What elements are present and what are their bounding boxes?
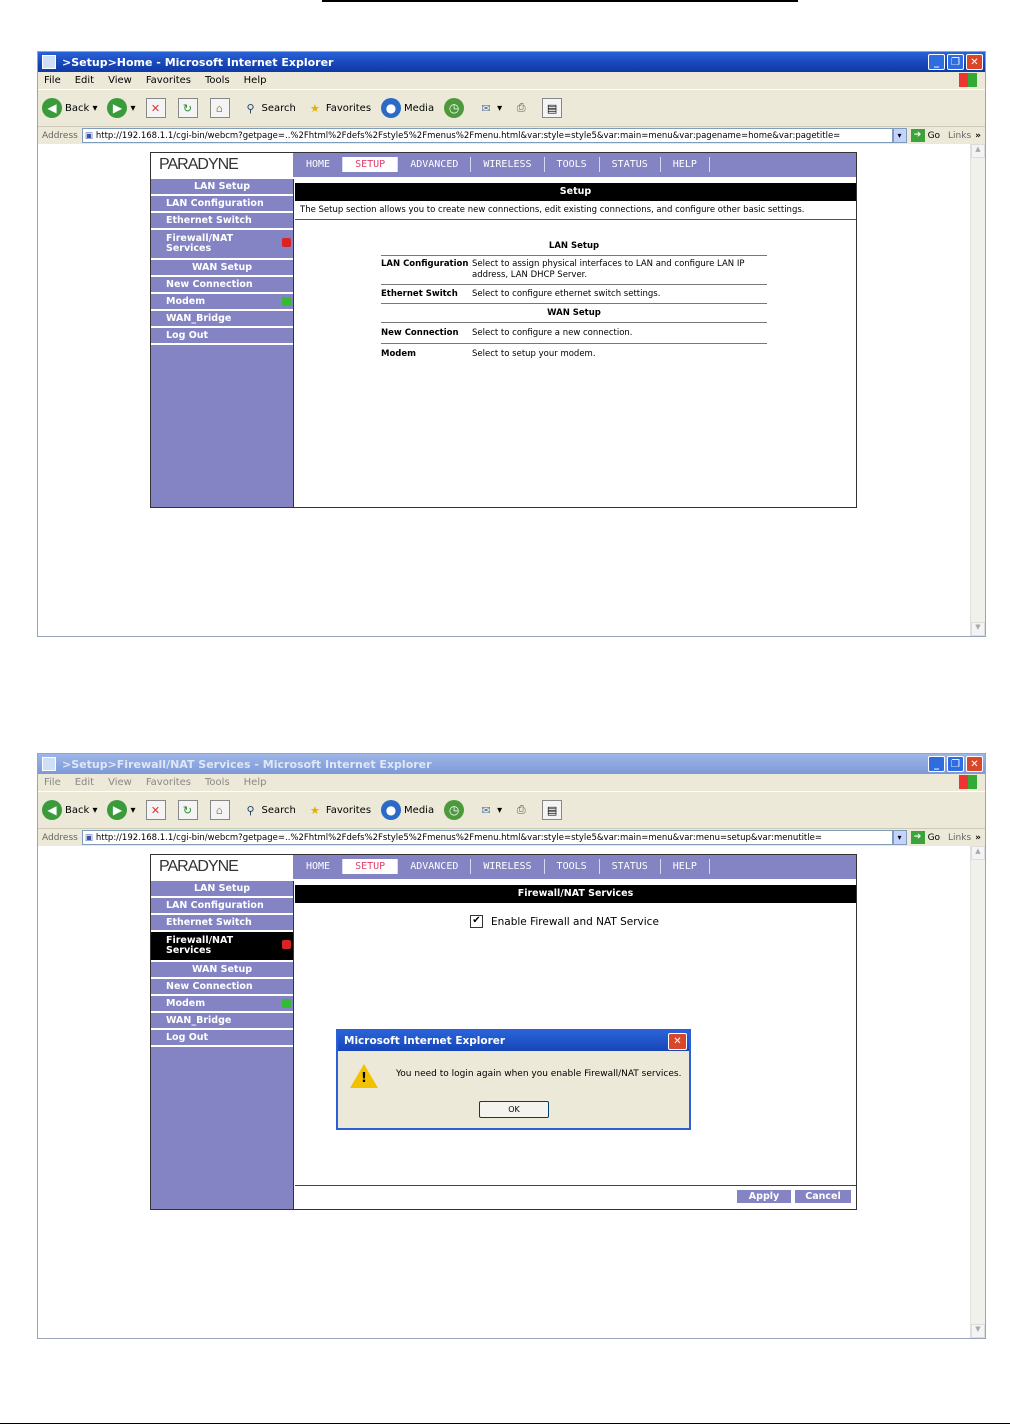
forward-arrow-icon: ▶	[107, 98, 127, 118]
row-desc: Select to setup your modem.	[472, 349, 596, 359]
paradyne-logo: PARADYNE	[151, 153, 293, 177]
warning-exclamation-icon: !	[361, 1071, 367, 1086]
forward-button[interactable]: ▶ ▾	[107, 800, 135, 820]
toolbar	[38, 89, 985, 126]
sidebar-item-label: Modem	[166, 296, 206, 307]
ie-window-home	[37, 51, 986, 637]
go-button[interactable]	[911, 831, 940, 844]
row-term[interactable]: New Connection	[381, 328, 459, 338]
title-bar	[38, 754, 985, 774]
address-bar	[38, 828, 985, 847]
mail-icon: ✉	[481, 803, 491, 817]
history-icon: ◷	[444, 98, 464, 118]
media-label: Media	[404, 804, 435, 816]
ie-window-firewall	[37, 753, 986, 1339]
history-icon: ◷	[444, 800, 464, 820]
search-icon: ⚲	[246, 803, 255, 817]
mail-icon: ✉	[481, 101, 491, 115]
dialog-message: You need to login again when you enable Firewall/NAT services.	[396, 1069, 682, 1079]
address-bar	[38, 126, 985, 145]
bottom-rule	[0, 1423, 1010, 1424]
home-button[interactable]	[210, 800, 232, 820]
chevron-right-icon[interactable]: »	[975, 832, 981, 843]
wan-setup-heading: WAN Setup	[381, 304, 767, 323]
address-label: Address	[42, 832, 78, 843]
links-label[interactable]: Links	[948, 832, 972, 843]
tab-tools[interactable]: TOOLS	[545, 157, 600, 172]
tab-status[interactable]: STATUS	[600, 859, 661, 874]
sidebar-item-modem[interactable]	[151, 996, 293, 1013]
media-icon: ●	[381, 800, 401, 820]
minimize-icon[interactable]: _	[928, 756, 945, 772]
tab-help[interactable]: HELP	[661, 859, 710, 874]
refresh-button[interactable]	[178, 98, 200, 118]
search-icon: ⚲	[246, 101, 255, 115]
print-button[interactable]	[512, 99, 532, 117]
chevron-right-icon[interactable]: »	[975, 130, 981, 141]
menu-tools[interactable]: Tools	[205, 777, 230, 788]
menu-edit[interactable]: Edit	[74, 75, 95, 86]
row-term[interactable]: Modem	[381, 349, 417, 359]
sidebar-item-new-connection[interactable]: New Connection	[151, 979, 293, 996]
maximize-icon[interactable]: ❐	[947, 54, 964, 70]
menu-bar	[38, 774, 985, 791]
ie-page-icon	[42, 55, 56, 69]
sidebar-item-lan-configuration[interactable]: LAN Configuration	[151, 196, 293, 213]
print-icon: ⎙	[516, 101, 526, 114]
scroll-down-icon[interactable]: ▼	[971, 1324, 985, 1338]
sidebar	[151, 881, 294, 1209]
edit-page-icon: ▤	[542, 98, 562, 118]
history-button[interactable]	[444, 98, 467, 118]
favorites-star-icon: ★	[309, 101, 320, 115]
search-label: Search	[261, 102, 296, 114]
address-dropdown-icon[interactable]: ▾	[893, 830, 907, 845]
media-button[interactable]	[381, 98, 434, 118]
modem-status-green-icon	[282, 999, 291, 1008]
dialog-close-icon[interactable]: ✕	[668, 1033, 687, 1050]
menu-help[interactable]: Help	[243, 75, 267, 86]
scroll-up-icon[interactable]: ▲	[971, 144, 985, 158]
menu-view[interactable]: View	[108, 777, 132, 788]
lan-setup-heading: LAN Setup	[381, 237, 767, 256]
sidebar-header-wan-setup: WAN Setup	[151, 260, 293, 277]
sidebar-item-wan-bridge[interactable]: WAN_Bridge	[151, 311, 293, 328]
alert-dialog	[336, 1029, 691, 1130]
content-title: Firewall/NAT Services	[295, 885, 856, 903]
modem-status-green-icon	[282, 297, 291, 306]
menu-help[interactable]: Help	[243, 777, 267, 788]
address-text: http://192.168.1.1/cgi-bin/webcm?getpage=..%2Fhtml%2Fdefs%2Fstyle5%2Fmenus%2Fmenu.html&var:style=style5&var:main=menu&var:menu=setup&var:menutitle=	[95, 832, 822, 843]
print-button[interactable]	[512, 801, 532, 819]
row-desc: Select to configure ethernet switch settings.	[472, 289, 661, 299]
scroll-down-icon[interactable]: ▼	[971, 622, 985, 636]
router-header	[151, 153, 856, 177]
search-button[interactable]	[242, 801, 296, 819]
paradyne-logo: PARADYNE	[151, 855, 293, 879]
menu-favorites[interactable]: Favorites	[145, 75, 192, 86]
back-arrow-icon: ◀	[42, 98, 62, 118]
forward-button[interactable]: ▶ ▾	[107, 98, 135, 118]
row-term[interactable]: Ethernet Switch	[381, 289, 458, 299]
firewall-status-red-icon	[282, 940, 291, 949]
address-input[interactable]	[82, 830, 893, 845]
firewall-option	[470, 915, 659, 928]
sidebar-item-new-connection[interactable]: New Connection	[151, 277, 293, 294]
sidebar-item-label: Firewall/NAT Services	[166, 233, 234, 254]
refresh-button[interactable]	[178, 800, 200, 820]
home-icon: ⌂	[210, 800, 230, 820]
media-icon: ●	[381, 98, 401, 118]
go-label: Go	[927, 130, 941, 141]
menu-edit[interactable]: Edit	[74, 777, 95, 788]
tab-advanced[interactable]: ADVANCED	[398, 157, 471, 172]
go-button[interactable]	[911, 129, 940, 142]
tab-help[interactable]: HELP	[661, 157, 710, 172]
print-icon: ⎙	[516, 803, 526, 816]
close-icon[interactable]: ✕	[966, 54, 983, 70]
router-ui	[150, 152, 857, 508]
sidebar-item-label: Modem	[166, 998, 206, 1009]
tab-advanced[interactable]: ADVANCED	[398, 859, 471, 874]
menu-view[interactable]: View	[108, 75, 132, 86]
refresh-icon: ↻	[178, 98, 198, 118]
go-arrow-icon: ➔	[911, 831, 925, 844]
tab-tools[interactable]: TOOLS	[545, 859, 600, 874]
media-button[interactable]	[381, 800, 434, 820]
stop-icon: ✕	[146, 800, 166, 820]
enable-firewall-label: Enable Firewall and NAT Service	[491, 915, 659, 928]
tab-wireless[interactable]: WIRELESS	[471, 157, 544, 172]
stop-icon: ✕	[146, 98, 166, 118]
table-row	[381, 285, 767, 304]
edit-button[interactable]	[542, 800, 564, 820]
firewall-status-red-icon	[282, 238, 291, 247]
home-button[interactable]	[210, 98, 232, 118]
mail-button[interactable]: ✉ ▾	[477, 801, 502, 819]
row-desc: Select to assign physical interfaces to LAN and configure LAN IP address, LAN DHCP Server.	[472, 259, 745, 280]
windows-logo-icon	[959, 775, 977, 789]
back-button[interactable]: ◀ Back ▾	[42, 800, 97, 820]
search-label: Search	[261, 804, 296, 816]
cancel-button[interactable]: Cancel	[795, 1190, 851, 1203]
address-dropdown-icon[interactable]: ▾	[893, 128, 907, 143]
sidebar-header-lan-setup: LAN Setup	[151, 179, 293, 196]
address-label: Address	[42, 130, 78, 141]
minimize-icon[interactable]: _	[928, 54, 945, 70]
tab-status[interactable]: STATUS	[600, 157, 661, 172]
table-row	[381, 323, 767, 344]
favorites-label: Favorites	[325, 102, 372, 114]
tab-setup[interactable]: SETUP	[343, 859, 398, 874]
sidebar-item-wan-bridge[interactable]: WAN_Bridge	[151, 1013, 293, 1030]
content-pane	[295, 179, 856, 507]
address-input[interactable]	[82, 128, 893, 143]
intro-text: The Setup section allows you to create new connections, edit existing connections, and configure other basic settings.	[295, 201, 856, 220]
menu-file[interactable]: File	[44, 777, 61, 788]
sidebar-item-ethernet-switch[interactable]: Ethernet Switch	[151, 213, 293, 230]
back-label: Back	[65, 804, 90, 816]
ok-button[interactable]: OK	[479, 1101, 549, 1118]
button-bar	[295, 1185, 856, 1209]
edit-page-icon: ▤	[542, 800, 562, 820]
page-icon: ▣	[84, 130, 93, 141]
tab-wireless[interactable]: WIRELESS	[471, 859, 544, 874]
page-icon: ▣	[84, 832, 93, 843]
sidebar-header-lan-setup: LAN Setup	[151, 881, 293, 898]
sidebar-header-wan-setup: WAN Setup	[151, 962, 293, 979]
menu-favorites[interactable]: Favorites	[145, 777, 192, 788]
sidebar-item-firewall-nat[interactable]	[151, 230, 293, 260]
table-row	[381, 344, 767, 364]
links-label[interactable]: Links	[948, 130, 972, 141]
toolbar	[38, 791, 985, 828]
menu-file[interactable]: File	[44, 75, 61, 86]
edit-button[interactable]	[542, 98, 564, 118]
scroll-up-icon[interactable]: ▲	[971, 846, 985, 860]
dialog-title-bar	[338, 1031, 689, 1051]
sidebar-item-modem[interactable]	[151, 294, 293, 311]
sidebar-item-ethernet-switch[interactable]: Ethernet Switch	[151, 915, 293, 932]
refresh-icon: ↻	[178, 800, 198, 820]
title-bar	[38, 52, 985, 72]
tab-home[interactable]: HOME	[294, 157, 343, 172]
back-label: Back	[65, 102, 90, 114]
back-button[interactable]: ◀ Back ▾	[42, 98, 97, 118]
favorites-label: Favorites	[325, 804, 372, 816]
favorites-button[interactable]	[306, 801, 371, 819]
sidebar-item-log-out[interactable]: Log Out	[151, 1030, 293, 1047]
page-viewport	[38, 144, 985, 636]
dialog-title: Microsoft Internet Explorer	[344, 1035, 506, 1047]
stop-button[interactable]	[146, 98, 168, 118]
sidebar-item-lan-configuration[interactable]: LAN Configuration	[151, 898, 293, 915]
sidebar-item-firewall-nat[interactable]	[151, 932, 293, 962]
table-row	[381, 256, 767, 285]
forward-arrow-icon: ▶	[107, 800, 127, 820]
enable-firewall-checkbox[interactable]: ✔	[470, 915, 483, 928]
menu-tools[interactable]: Tools	[205, 75, 230, 86]
tab-home[interactable]: HOME	[294, 859, 343, 874]
mail-button[interactable]: ✉ ▾	[477, 99, 502, 117]
windows-logo-icon	[959, 73, 977, 87]
row-term[interactable]: LAN Configuration	[381, 259, 469, 269]
stop-button[interactable]	[146, 800, 168, 820]
window-title: >Setup>Firewall/NAT Services - Microsoft Internet Explorer	[62, 757, 432, 771]
sidebar	[151, 179, 294, 507]
ie-page-icon	[42, 757, 56, 771]
sidebar-item-log-out[interactable]: Log Out	[151, 328, 293, 345]
back-arrow-icon: ◀	[42, 800, 62, 820]
setup-table	[381, 237, 767, 364]
favorites-star-icon: ★	[309, 803, 320, 817]
top-rule	[322, 0, 798, 2]
page-viewport	[38, 846, 985, 1338]
router-header	[151, 855, 856, 879]
home-icon: ⌂	[210, 98, 230, 118]
menu-bar	[38, 72, 985, 89]
maximize-icon[interactable]: ❐	[947, 756, 964, 772]
close-icon[interactable]: ✕	[966, 756, 983, 772]
sidebar-item-label: Firewall/NAT Services	[166, 935, 234, 956]
favorites-button[interactable]	[306, 99, 371, 117]
vertical-scrollbar[interactable]	[970, 846, 985, 1338]
vertical-scrollbar[interactable]	[970, 144, 985, 636]
row-desc: Select to configure a new connection.	[472, 328, 633, 338]
tab-setup[interactable]: SETUP	[343, 157, 398, 172]
media-label: Media	[404, 102, 435, 114]
go-label: Go	[927, 832, 941, 843]
apply-button[interactable]: Apply	[737, 1190, 791, 1203]
content-title: Setup	[295, 183, 856, 201]
window-title: >Setup>Home - Microsoft Internet Explorer	[62, 55, 334, 69]
search-button[interactable]	[242, 99, 296, 117]
history-button[interactable]	[444, 800, 467, 820]
address-text: http://192.168.1.1/cgi-bin/webcm?getpage=..%2Fhtml%2Fdefs%2Fstyle5%2Fmenus%2Fmenu.html&var:style=style5&var:main=menu&var:pagename=home&var:pagetitle=	[95, 130, 841, 141]
go-arrow-icon: ➔	[911, 129, 925, 142]
